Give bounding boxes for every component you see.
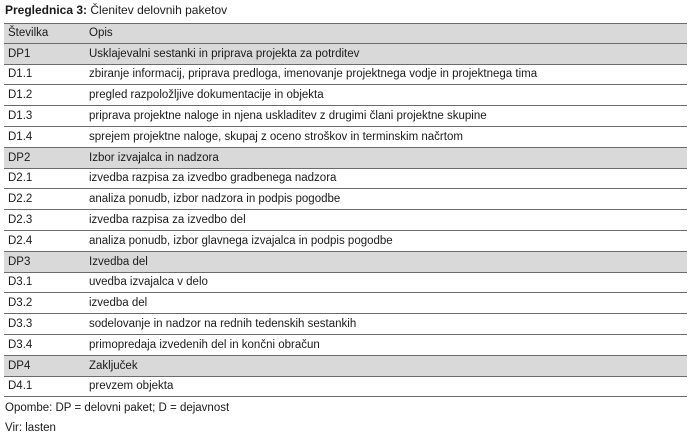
cell-description: Izvedba del [89, 255, 148, 268]
work-packages-table [4, 23, 687, 397]
table-row-activity [4, 65, 687, 86]
cell-id: D3.1 [8, 276, 33, 289]
cell-description: Usklajevalni sestanki in priprava projekta za potrditev [89, 47, 360, 60]
cell-description: uvedba izvajalca v delo [89, 276, 208, 289]
cell-id: D3.4 [8, 338, 33, 351]
cell-description: sodelovanje in nadzor na rednih tedenskih sestankih [89, 318, 357, 331]
table-row-activity [4, 273, 687, 294]
table-caption [5, 2, 227, 18]
cell-id: D2.1 [8, 172, 33, 185]
caption-label: Preglednica 3: [5, 3, 88, 17]
cell-description: izvedba razpisa za izvedbo del [89, 214, 246, 227]
caption-text: Členitev delovnih paketov [90, 3, 228, 17]
table-row-activity [4, 377, 687, 398]
table-row-activity [4, 314, 687, 335]
cell-description: primopredaja izvedenih del in končni obračun [89, 338, 320, 351]
table-row-activity [4, 231, 687, 252]
header-stevilka: Številka [8, 27, 49, 40]
table-row-activity [4, 106, 687, 127]
cell-id: D3.2 [8, 297, 33, 310]
table-row-activity [4, 335, 687, 356]
cell-description: prevzem objekta [89, 380, 174, 393]
table-row-work-package [4, 148, 687, 169]
cell-id: D4.1 [8, 380, 33, 393]
table-row-work-package [4, 252, 687, 273]
cell-id: D2.3 [8, 214, 33, 227]
cell-description: analiza ponudb, izbor nadzora in podpis pogodbe [89, 193, 341, 206]
table-row-activity [4, 293, 687, 314]
cell-description: sprejem projektne naloge, skupaj z oceno stroškov in terminskim načrtom [89, 130, 463, 143]
table-row-activity [4, 169, 687, 190]
cell-id: D1.3 [8, 110, 33, 123]
footnote-legend: Opombe: DP = delovni paket; D = dejavnost [5, 402, 230, 414]
cell-id: DP2 [8, 151, 31, 164]
cell-description: izvedba razpisa za izvedbo gradbenega nadzora [89, 172, 337, 185]
cell-id: DP3 [8, 255, 31, 268]
cell-description: izvedba del [89, 297, 148, 310]
cell-id: D1.2 [8, 89, 33, 102]
table-row-activity [4, 85, 687, 106]
cell-description: analiza ponudb, izbor glavnega izvajalca in podpis pogodbe [89, 234, 393, 247]
table-row-work-package [4, 356, 687, 377]
table-row-activity [4, 189, 687, 210]
table-row-activity [4, 210, 687, 231]
header-opis: Opis [89, 27, 113, 40]
table-header-row [4, 23, 687, 44]
cell-description: Izbor izvajalca in nadzora [89, 151, 219, 164]
cell-id: D2.2 [8, 193, 33, 206]
cell-id: D2.4 [8, 234, 33, 247]
cell-description: priprava projektne naloge in njena uskladitev z drugimi člani projektne skupine [89, 110, 487, 123]
cell-description: pregled razpoložljive dokumentacije in objekta [89, 89, 324, 102]
footnote-source: Vir: lasten [5, 422, 56, 434]
cell-id: DP4 [8, 359, 31, 372]
cell-description: Zaključek [89, 359, 138, 372]
cell-id: D3.3 [8, 318, 33, 331]
table-row-activity [4, 127, 687, 148]
table-row-work-package [4, 44, 687, 65]
cell-id: DP1 [8, 47, 31, 60]
cell-id: D1.4 [8, 130, 33, 143]
cell-description: zbiranje informacij, priprava predloga, imenovanje projektnega vodje in projektnega tima [89, 68, 538, 81]
cell-id: D1.1 [8, 68, 33, 81]
